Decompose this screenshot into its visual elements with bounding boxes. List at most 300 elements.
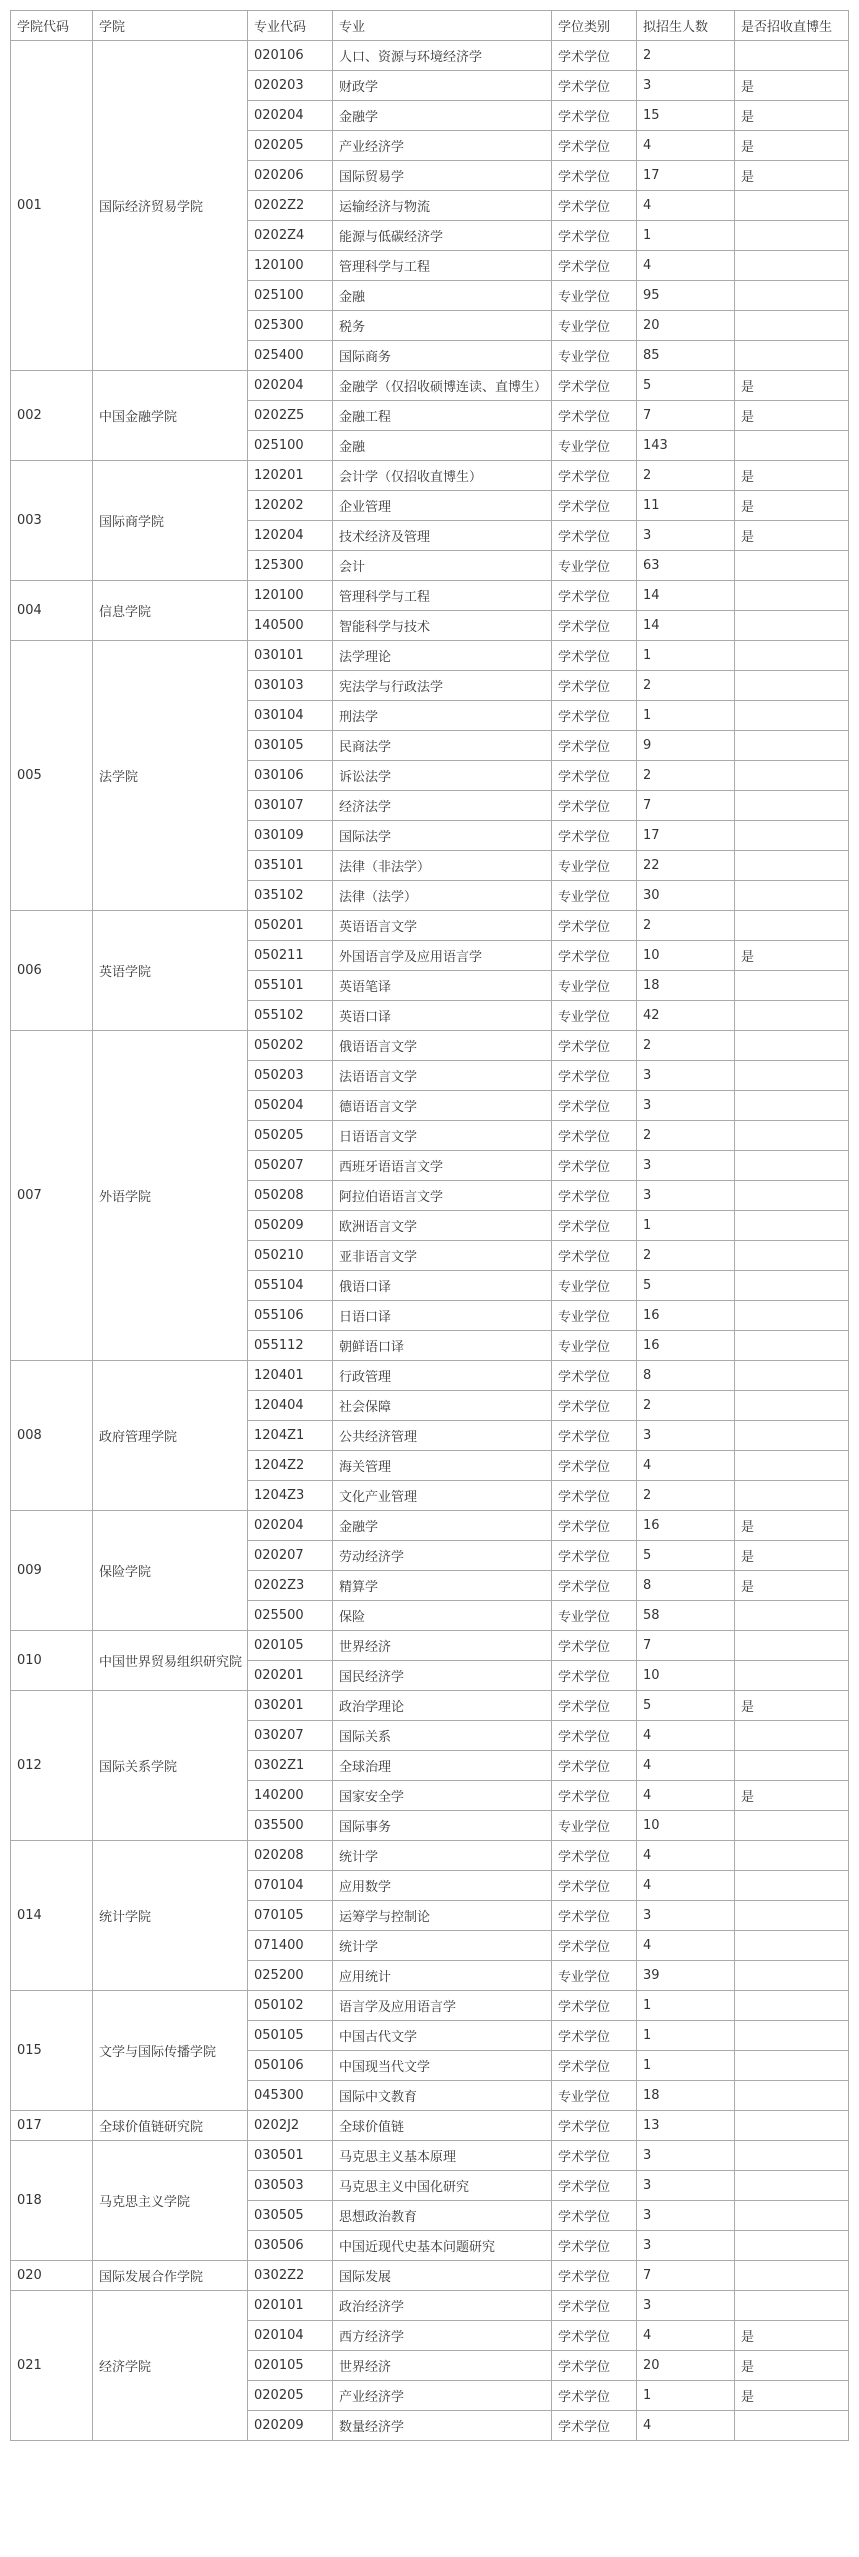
major-cell: 法律（非法学） [333, 851, 552, 881]
major-cell: 国家安全学 [333, 1781, 552, 1811]
major-cell: 俄语语言文学 [333, 1031, 552, 1061]
major-cell: 应用统计 [333, 1961, 552, 1991]
direct-phd-cell [735, 1181, 849, 1211]
degree-type-cell: 学术学位 [552, 1241, 637, 1271]
major-code-cell: 025200 [248, 1961, 333, 1991]
enrollment-count-cell: 4 [637, 2321, 735, 2351]
major-cell: 财政学 [333, 71, 552, 101]
enrollment-count-cell: 9 [637, 731, 735, 761]
degree-type-cell: 学术学位 [552, 1211, 637, 1241]
direct-phd-cell [735, 1661, 849, 1691]
enrollment-count-cell: 13 [637, 2111, 735, 2141]
major-code-cell: 140200 [248, 1781, 333, 1811]
enrollment-count-cell: 5 [637, 1541, 735, 1571]
major-cell: 中国近现代史基本问题研究 [333, 2231, 552, 2261]
enrollment-count-cell: 8 [637, 1361, 735, 1391]
degree-type-cell: 专业学位 [552, 2081, 637, 2111]
table-row [11, 1511, 849, 1541]
direct-phd-cell [735, 2291, 849, 2321]
major-code-cell: 050102 [248, 1991, 333, 2021]
major-cell: 世界经济 [333, 1631, 552, 1661]
direct-phd-cell [735, 1481, 849, 1511]
direct-phd-cell [735, 581, 849, 611]
college-code-cell: 015 [11, 1991, 93, 2111]
major-cell: 企业管理 [333, 491, 552, 521]
degree-type-cell: 学术学位 [552, 1691, 637, 1721]
major-code-cell: 120401 [248, 1361, 333, 1391]
major-cell: 诉讼法学 [333, 761, 552, 791]
college-code-cell: 007 [11, 1031, 93, 1361]
direct-phd-cell [735, 1871, 849, 1901]
degree-type-cell: 学术学位 [552, 1901, 637, 1931]
table-row [11, 2141, 849, 2171]
major-cell: 行政管理 [333, 1361, 552, 1391]
degree-type-cell: 学术学位 [552, 1151, 637, 1181]
major-code-cell: 030501 [248, 2141, 333, 2171]
enrollment-count-cell: 3 [637, 1061, 735, 1091]
degree-type-cell: 学术学位 [552, 491, 637, 521]
table-body [11, 41, 849, 2441]
direct-phd-cell: 是 [735, 401, 849, 431]
enrollment-count-cell: 20 [637, 311, 735, 341]
major-cell: 国际商务 [333, 341, 552, 371]
degree-type-cell: 学术学位 [552, 1391, 637, 1421]
major-cell: 税务 [333, 311, 552, 341]
major-cell: 海关管理 [333, 1451, 552, 1481]
major-code-cell: 125300 [248, 551, 333, 581]
enrollment-count-cell: 3 [637, 2201, 735, 2231]
degree-type-cell: 学术学位 [552, 2051, 637, 2081]
direct-phd-cell [735, 731, 849, 761]
enrollment-count-cell: 39 [637, 1961, 735, 1991]
direct-phd-cell: 是 [735, 161, 849, 191]
major-cell: 宪法学与行政法学 [333, 671, 552, 701]
major-code-cell: 120204 [248, 521, 333, 551]
direct-phd-cell [735, 2111, 849, 2141]
college-code-cell: 017 [11, 2111, 93, 2141]
enrollment-count-cell: 95 [637, 281, 735, 311]
degree-type-cell: 专业学位 [552, 1961, 637, 1991]
enrollment-count-cell: 1 [637, 221, 735, 251]
enrollment-count-cell: 7 [637, 2261, 735, 2291]
degree-type-cell: 学术学位 [552, 101, 637, 131]
enrollment-count-cell: 4 [637, 1751, 735, 1781]
degree-type-cell: 学术学位 [552, 911, 637, 941]
major-cell: 法语语言文学 [333, 1061, 552, 1091]
enrollment-count-cell: 16 [637, 1331, 735, 1361]
major-cell: 会计 [333, 551, 552, 581]
direct-phd-cell [735, 641, 849, 671]
enrollment-count-cell: 2 [637, 461, 735, 491]
degree-type-cell: 专业学位 [552, 1331, 637, 1361]
direct-phd-cell [735, 311, 849, 341]
direct-phd-cell [735, 671, 849, 701]
college-code-cell: 009 [11, 1511, 93, 1631]
enrollment-count-cell: 1 [637, 2021, 735, 2051]
college-name-cell: 中国世界贸易组织研究院 [93, 1631, 248, 1691]
enrollment-count-cell: 8 [637, 1571, 735, 1601]
degree-type-cell: 学术学位 [552, 761, 637, 791]
direct-phd-cell [735, 791, 849, 821]
direct-phd-cell [735, 2081, 849, 2111]
direct-phd-cell [735, 1391, 849, 1421]
major-code-cell: 020106 [248, 41, 333, 71]
degree-type-cell: 专业学位 [552, 1601, 637, 1631]
enrollment-count-cell: 2 [637, 761, 735, 791]
major-code-cell: 055102 [248, 1001, 333, 1031]
major-code-cell: 030201 [248, 1691, 333, 1721]
table-row [11, 1361, 849, 1391]
enrollment-count-cell: 3 [637, 521, 735, 551]
table-row [11, 371, 849, 401]
direct-phd-cell [735, 2231, 849, 2261]
enrollment-count-cell: 17 [637, 161, 735, 191]
major-code-cell: 020201 [248, 1661, 333, 1691]
direct-phd-cell [735, 1331, 849, 1361]
college-name-cell: 马克思主义学院 [93, 2141, 248, 2261]
major-code-cell: 120201 [248, 461, 333, 491]
degree-type-cell: 学术学位 [552, 2291, 637, 2321]
enrollment-count-cell: 3 [637, 1901, 735, 1931]
major-code-cell: 025500 [248, 1601, 333, 1631]
college-code-cell: 014 [11, 1841, 93, 1991]
major-cell: 国际关系 [333, 1721, 552, 1751]
degree-type-cell: 学术学位 [552, 611, 637, 641]
major-cell: 统计学 [333, 1841, 552, 1871]
enrollment-count-cell: 20 [637, 2351, 735, 2381]
major-code-cell: 030109 [248, 821, 333, 851]
major-cell: 英语语言文学 [333, 911, 552, 941]
enrollment-count-cell: 2 [637, 911, 735, 941]
major-cell: 法律（法学） [333, 881, 552, 911]
major-cell: 运输经济与物流 [333, 191, 552, 221]
major-cell: 马克思主义基本原理 [333, 2141, 552, 2171]
degree-type-cell: 学术学位 [552, 71, 637, 101]
degree-type-cell: 学术学位 [552, 2411, 637, 2441]
direct-phd-cell [735, 431, 849, 461]
major-code-cell: 030207 [248, 1721, 333, 1751]
enrollment-count-cell: 3 [637, 2231, 735, 2261]
enrollment-count-cell: 2 [637, 1031, 735, 1061]
major-cell: 管理科学与工程 [333, 581, 552, 611]
major-cell: 德语语言文学 [333, 1091, 552, 1121]
major-code-cell: 030503 [248, 2171, 333, 2201]
major-cell: 欧洲语言文学 [333, 1211, 552, 1241]
major-cell: 朝鲜语口译 [333, 1331, 552, 1361]
major-cell: 公共经济管理 [333, 1421, 552, 1451]
enrollment-count-cell: 58 [637, 1601, 735, 1631]
enrollment-count-cell: 4 [637, 1451, 735, 1481]
enrollment-count-cell: 1 [637, 1211, 735, 1241]
enrollment-count-cell: 17 [637, 821, 735, 851]
degree-type-cell: 学术学位 [552, 1481, 637, 1511]
direct-phd-cell [735, 1991, 849, 2021]
enrollment-count-cell: 3 [637, 1091, 735, 1121]
table-row [11, 2261, 849, 2291]
direct-phd-cell [735, 2141, 849, 2171]
degree-type-cell: 学术学位 [552, 251, 637, 281]
major-code-cell: 030107 [248, 791, 333, 821]
enrollment-count-cell: 2 [637, 41, 735, 71]
major-cell: 金融 [333, 431, 552, 461]
major-code-cell: 020205 [248, 131, 333, 161]
major-code-cell: 020205 [248, 2381, 333, 2411]
major-cell: 国际法学 [333, 821, 552, 851]
enrollment-count-cell: 14 [637, 581, 735, 611]
college-code-cell: 008 [11, 1361, 93, 1511]
major-cell: 西方经济学 [333, 2321, 552, 2351]
degree-type-cell: 学术学位 [552, 2021, 637, 2051]
degree-type-cell: 学术学位 [552, 2171, 637, 2201]
enrollment-count-cell: 4 [637, 1841, 735, 1871]
degree-type-cell: 学术学位 [552, 1991, 637, 2021]
major-cell: 全球价值链 [333, 2111, 552, 2141]
enrollment-count-cell: 16 [637, 1511, 735, 1541]
direct-phd-cell [735, 1211, 849, 1241]
enrollment-count-cell: 1 [637, 701, 735, 731]
major-code-cell: 070105 [248, 1901, 333, 1931]
major-cell: 人口、资源与环境经济学 [333, 41, 552, 71]
major-code-cell: 020204 [248, 1511, 333, 1541]
major-code-cell: 020206 [248, 161, 333, 191]
college-name-cell: 文学与国际传播学院 [93, 1991, 248, 2111]
degree-type-cell: 学术学位 [552, 2321, 637, 2351]
direct-phd-cell [735, 1451, 849, 1481]
header-degree-type: 学位类别 [552, 11, 637, 41]
major-code-cell: 050211 [248, 941, 333, 971]
direct-phd-cell [735, 2171, 849, 2201]
direct-phd-cell [735, 2411, 849, 2441]
degree-type-cell: 学术学位 [552, 1931, 637, 1961]
major-code-cell: 0302Z1 [248, 1751, 333, 1781]
major-code-cell: 120404 [248, 1391, 333, 1421]
direct-phd-cell [735, 1121, 849, 1151]
enrollment-count-cell: 3 [637, 2171, 735, 2201]
major-cell: 会计学（仅招收直博生） [333, 461, 552, 491]
college-name-cell: 国际关系学院 [93, 1691, 248, 1841]
degree-type-cell: 学术学位 [552, 221, 637, 251]
major-cell: 金融学 [333, 101, 552, 131]
direct-phd-cell [735, 1091, 849, 1121]
major-code-cell: 0202J2 [248, 2111, 333, 2141]
direct-phd-cell: 是 [735, 941, 849, 971]
major-cell: 保险 [333, 1601, 552, 1631]
enrollment-count-cell: 5 [637, 1271, 735, 1301]
major-code-cell: 025100 [248, 281, 333, 311]
direct-phd-cell [735, 191, 849, 221]
degree-type-cell: 专业学位 [552, 1301, 637, 1331]
direct-phd-cell [735, 2021, 849, 2051]
major-cell: 金融 [333, 281, 552, 311]
major-code-cell: 050207 [248, 1151, 333, 1181]
degree-type-cell: 专业学位 [552, 341, 637, 371]
degree-type-cell: 专业学位 [552, 881, 637, 911]
college-name-cell: 保险学院 [93, 1511, 248, 1631]
major-code-cell: 020204 [248, 101, 333, 131]
degree-type-cell: 学术学位 [552, 791, 637, 821]
degree-type-cell: 学术学位 [552, 1061, 637, 1091]
major-cell: 金融学 [333, 1511, 552, 1541]
major-cell: 英语口译 [333, 1001, 552, 1031]
direct-phd-cell: 是 [735, 1781, 849, 1811]
degree-type-cell: 学术学位 [552, 1841, 637, 1871]
major-cell: 全球治理 [333, 1751, 552, 1781]
header-college-code: 学院代码 [11, 11, 93, 41]
major-code-cell: 020204 [248, 371, 333, 401]
direct-phd-cell [735, 1841, 849, 1871]
college-code-cell: 002 [11, 371, 93, 461]
enrollment-count-cell: 7 [637, 1631, 735, 1661]
table-row [11, 1841, 849, 1871]
direct-phd-cell [735, 221, 849, 251]
major-code-cell: 030103 [248, 671, 333, 701]
direct-phd-cell [735, 761, 849, 791]
college-name-cell: 国际经济贸易学院 [93, 41, 248, 371]
table-row [11, 1991, 849, 2021]
enrollment-count-cell: 11 [637, 491, 735, 521]
degree-type-cell: 学术学位 [552, 2201, 637, 2231]
direct-phd-cell [735, 41, 849, 71]
major-cell: 英语笔译 [333, 971, 552, 1001]
major-code-cell: 025300 [248, 311, 333, 341]
enrollment-count-cell: 4 [637, 131, 735, 161]
major-code-cell: 120202 [248, 491, 333, 521]
major-cell: 中国现当代文学 [333, 2051, 552, 2081]
degree-type-cell: 学术学位 [552, 41, 637, 71]
college-name-cell: 英语学院 [93, 911, 248, 1031]
degree-type-cell: 学术学位 [552, 1661, 637, 1691]
degree-type-cell: 学术学位 [552, 2381, 637, 2411]
major-cell: 社会保障 [333, 1391, 552, 1421]
direct-phd-cell [735, 1001, 849, 1031]
enrollment-count-cell: 3 [637, 1421, 735, 1451]
degree-type-cell: 学术学位 [552, 2141, 637, 2171]
major-code-cell: 050209 [248, 1211, 333, 1241]
major-cell: 技术经济及管理 [333, 521, 552, 551]
table-row [11, 1691, 849, 1721]
college-code-cell: 018 [11, 2141, 93, 2261]
direct-phd-cell: 是 [735, 2381, 849, 2411]
enrollment-count-cell: 5 [637, 1691, 735, 1721]
major-code-cell: 030105 [248, 731, 333, 761]
direct-phd-cell [735, 911, 849, 941]
major-code-cell: 050201 [248, 911, 333, 941]
major-cell: 亚非语言文学 [333, 1241, 552, 1271]
degree-type-cell: 专业学位 [552, 851, 637, 881]
direct-phd-cell [735, 1031, 849, 1061]
college-code-cell: 012 [11, 1691, 93, 1841]
major-cell: 应用数学 [333, 1871, 552, 1901]
direct-phd-cell: 是 [735, 1691, 849, 1721]
table-row [11, 2291, 849, 2321]
degree-type-cell: 学术学位 [552, 131, 637, 161]
degree-type-cell: 学术学位 [552, 1871, 637, 1901]
major-code-cell: 050203 [248, 1061, 333, 1091]
major-code-cell: 025100 [248, 431, 333, 461]
major-cell: 管理科学与工程 [333, 251, 552, 281]
major-code-cell: 050208 [248, 1181, 333, 1211]
direct-phd-cell [735, 611, 849, 641]
major-code-cell: 020209 [248, 2411, 333, 2441]
major-code-cell: 020208 [248, 1841, 333, 1871]
major-cell: 日语口译 [333, 1301, 552, 1331]
enrollment-count-cell: 4 [637, 1871, 735, 1901]
direct-phd-cell [735, 2051, 849, 2081]
major-code-cell: 030101 [248, 641, 333, 671]
enrollment-count-cell: 4 [637, 1721, 735, 1751]
enrollment-count-cell: 2 [637, 1241, 735, 1271]
major-code-cell: 030506 [248, 2231, 333, 2261]
degree-type-cell: 学术学位 [552, 1451, 637, 1481]
degree-type-cell: 学术学位 [552, 2351, 637, 2381]
major-code-cell: 050204 [248, 1091, 333, 1121]
direct-phd-cell: 是 [735, 491, 849, 521]
major-code-cell: 055101 [248, 971, 333, 1001]
degree-type-cell: 学术学位 [552, 1631, 637, 1661]
major-code-cell: 1204Z1 [248, 1421, 333, 1451]
enrollment-count-cell: 1 [637, 2381, 735, 2411]
direct-phd-cell [735, 1421, 849, 1451]
header-major: 专业 [333, 11, 552, 41]
major-cell: 金融学（仅招收硕博连读、直博生） [333, 371, 552, 401]
direct-phd-cell [735, 821, 849, 851]
degree-type-cell: 学术学位 [552, 191, 637, 221]
direct-phd-cell [735, 2261, 849, 2291]
enrollment-count-cell: 143 [637, 431, 735, 461]
degree-type-cell: 学术学位 [552, 2261, 637, 2291]
major-cell: 统计学 [333, 1931, 552, 1961]
direct-phd-cell [735, 1301, 849, 1331]
table-row [11, 581, 849, 611]
degree-type-cell: 专业学位 [552, 431, 637, 461]
major-code-cell: 0302Z2 [248, 2261, 333, 2291]
enrollment-count-cell: 4 [637, 191, 735, 221]
direct-phd-cell [735, 1901, 849, 1931]
degree-type-cell: 专业学位 [552, 281, 637, 311]
header-college: 学院 [93, 11, 248, 41]
direct-phd-cell [735, 1961, 849, 1991]
degree-type-cell: 专业学位 [552, 971, 637, 1001]
direct-phd-cell [735, 1271, 849, 1301]
enrollment-count-cell: 5 [637, 371, 735, 401]
direct-phd-cell: 是 [735, 71, 849, 101]
enrollment-count-cell: 3 [637, 1151, 735, 1181]
table-row [11, 1031, 849, 1061]
direct-phd-cell [735, 1751, 849, 1781]
degree-type-cell: 学术学位 [552, 1361, 637, 1391]
table-row [11, 41, 849, 71]
degree-type-cell: 专业学位 [552, 551, 637, 581]
major-cell: 法学理论 [333, 641, 552, 671]
major-code-cell: 030505 [248, 2201, 333, 2231]
direct-phd-cell [735, 881, 849, 911]
major-code-cell: 050105 [248, 2021, 333, 2051]
enrollment-count-cell: 16 [637, 1301, 735, 1331]
major-code-cell: 035500 [248, 1811, 333, 1841]
direct-phd-cell [735, 701, 849, 731]
major-cell: 国际发展 [333, 2261, 552, 2291]
table-row [11, 2111, 849, 2141]
degree-type-cell: 学术学位 [552, 1031, 637, 1061]
enrollment-count-cell: 3 [637, 2141, 735, 2171]
college-name-cell: 经济学院 [93, 2291, 248, 2441]
enrollment-count-cell: 2 [637, 1121, 735, 1151]
direct-phd-cell: 是 [735, 1541, 849, 1571]
degree-type-cell: 学术学位 [552, 521, 637, 551]
enrollment-count-cell: 3 [637, 1181, 735, 1211]
major-code-cell: 020105 [248, 2351, 333, 2381]
degree-type-cell: 专业学位 [552, 1271, 637, 1301]
